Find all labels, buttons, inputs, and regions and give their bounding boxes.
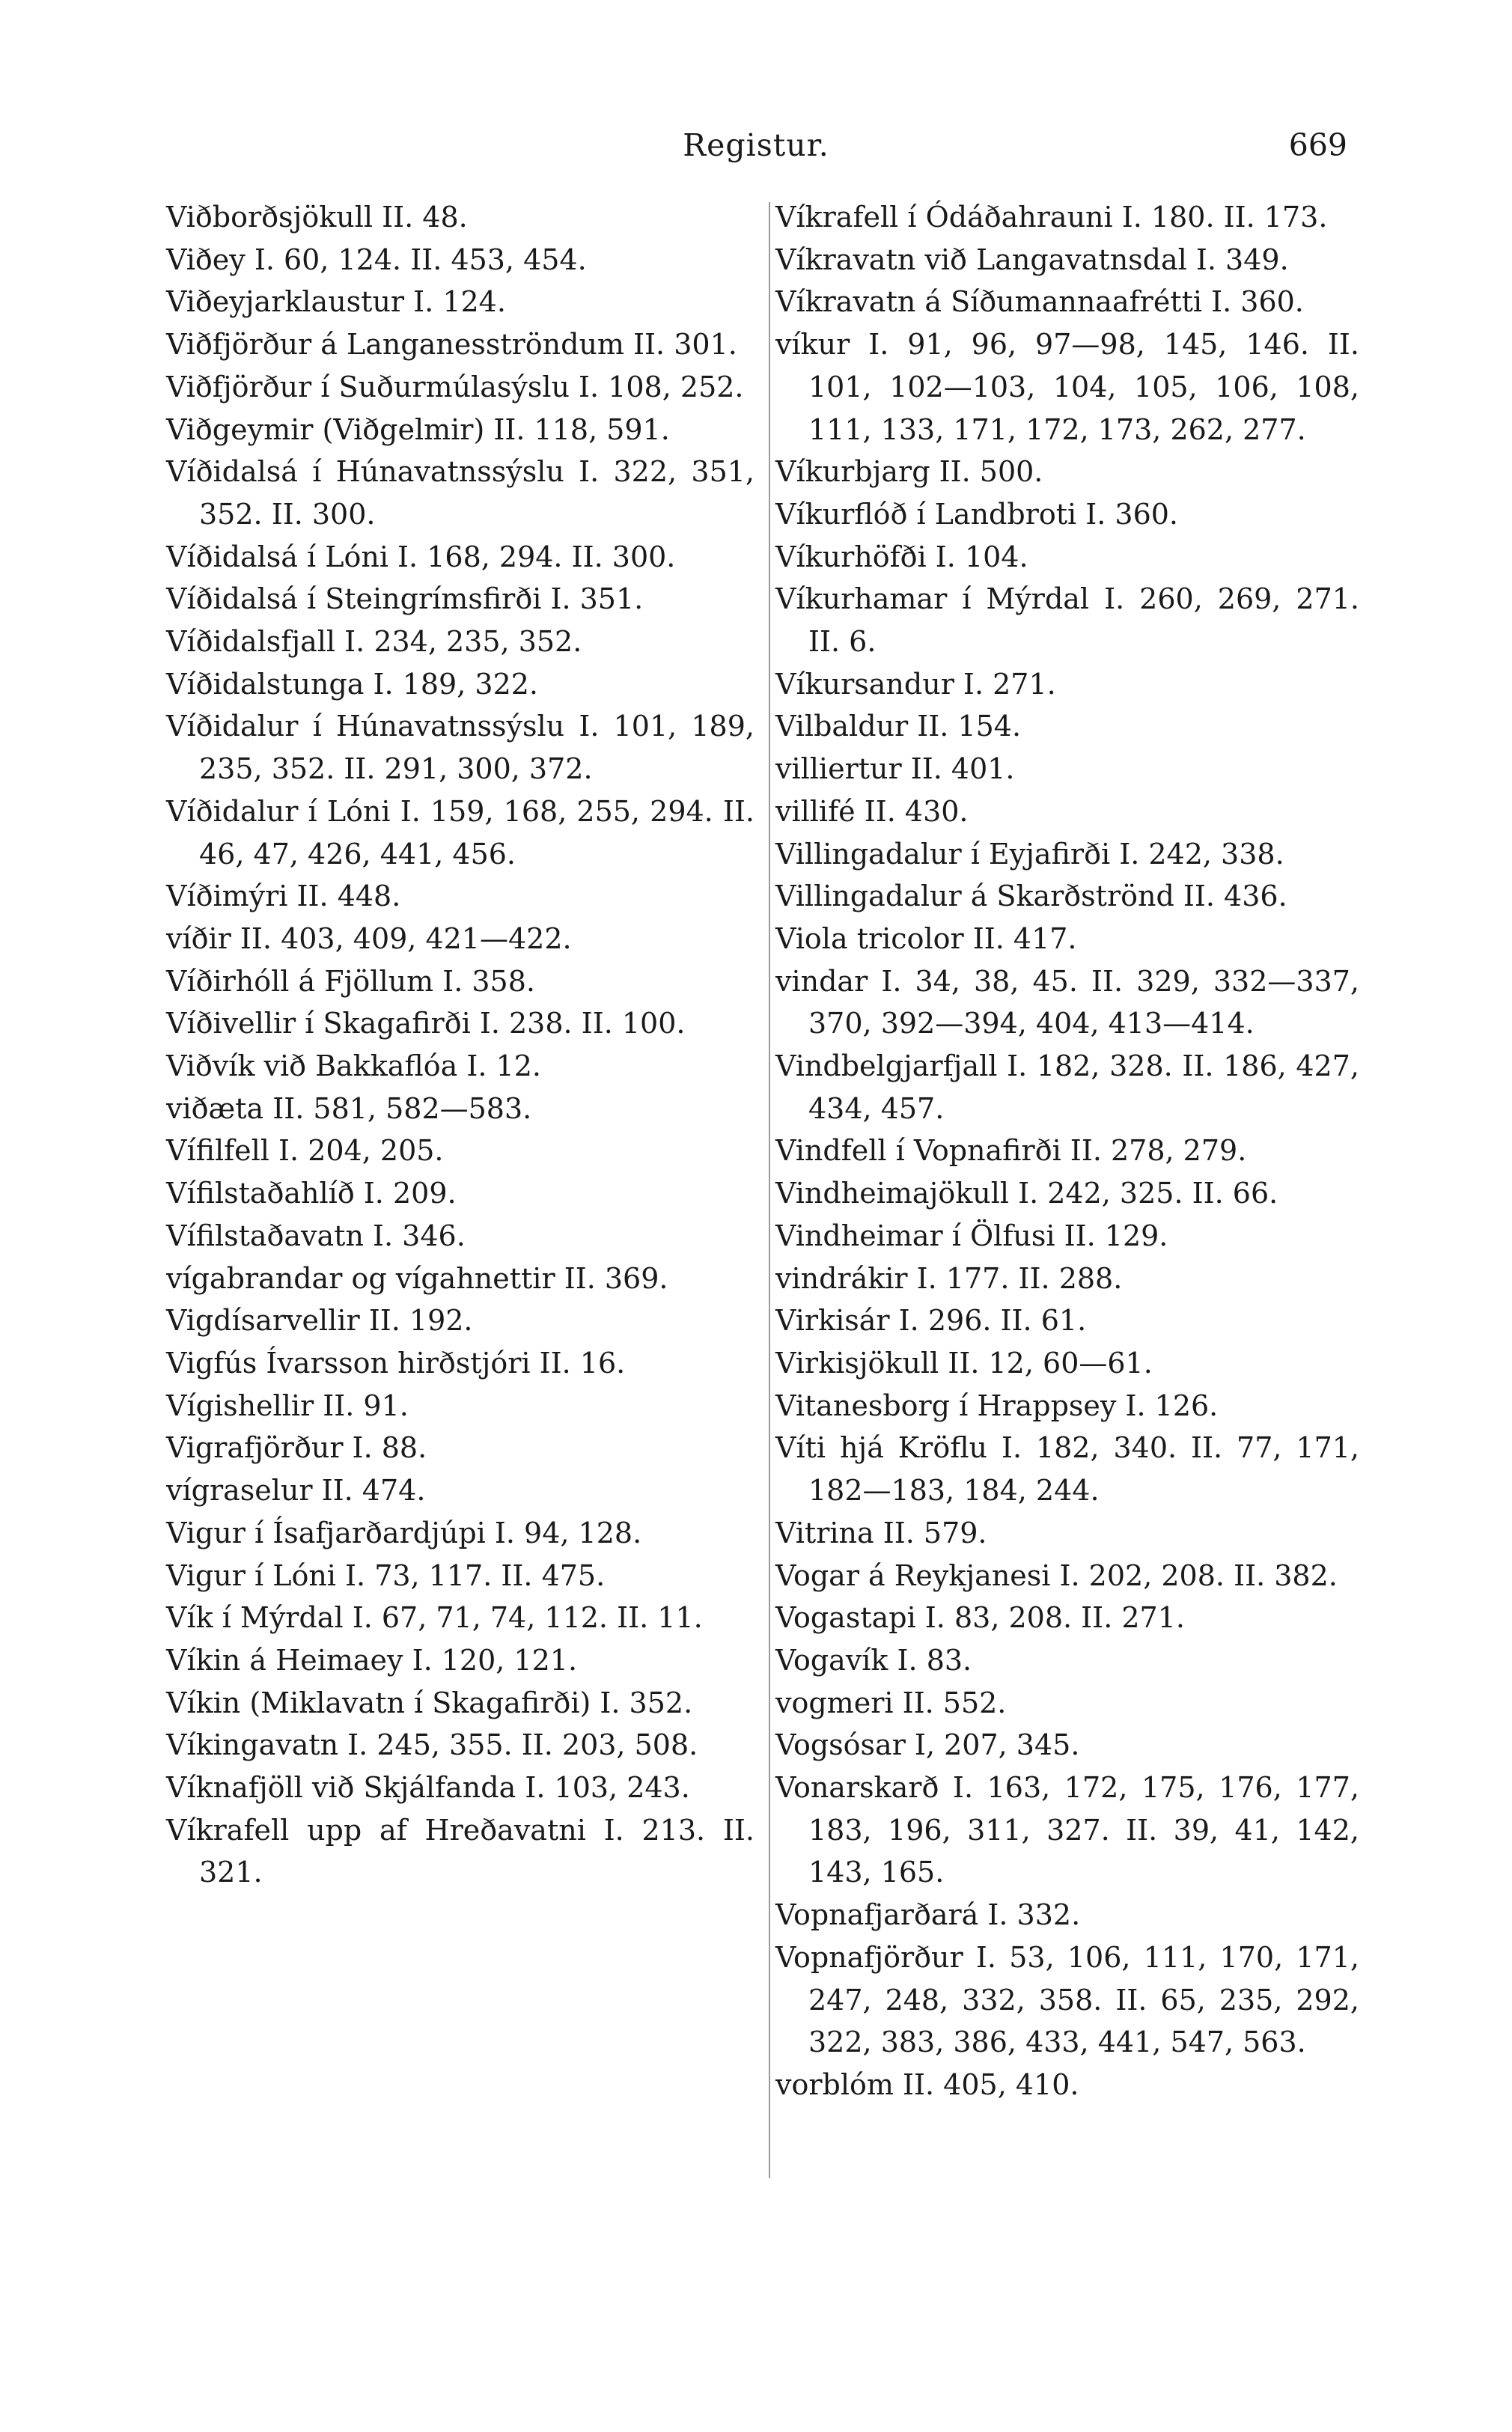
- index-entry: vígabrandar og vígahnettir II. 369.: [166, 1261, 668, 1295]
- index-entry: Vigur í Ísafjarðardjúpi I. 94, 128.: [166, 1516, 642, 1549]
- index-entry: Víkravatn á Síðumannaafrétti I. 360.: [775, 285, 1304, 319]
- index-entry: Villingadalur í Eyjafirði I. 242, 338.: [775, 837, 1284, 871]
- index-entry: Viðeyjarklaustur I. 124.: [166, 285, 506, 319]
- index-entry: Vífilstaðahlíð I. 209.: [166, 1177, 457, 1210]
- index-entry: Víknafjöll við Skjálfanda I. 103, 243.: [166, 1771, 690, 1805]
- index-entry: vogmeri II. 552.: [775, 1686, 1007, 1719]
- index-entry: Vonarskarð I. 163, 172, 175, 176, 177, 183, 196, 311, 327. II. 39, 41, 142, 143, 165.: [775, 1771, 1359, 1889]
- index-entry: Vilbaldur II. 154.: [775, 710, 1022, 743]
- index-entry: Víkravatn við Langavatnsdal I. 349.: [775, 243, 1289, 276]
- index-entry: Vindheimajökull I. 242, 325. II. 66.: [775, 1177, 1278, 1210]
- index-entry: villiertur II. 401.: [775, 752, 1015, 786]
- index-entry: Vík í Mýrdal I. 67, 71, 74, 112. II. 11.: [166, 1601, 703, 1635]
- index-entry: Víkingavatn I. 245, 355. II. 203, 508.: [166, 1728, 698, 1762]
- index-entry: Víðidalstunga I. 189, 322.: [166, 667, 539, 701]
- index-entry: Víðimýri II. 448.: [166, 880, 401, 913]
- index-entry: Viðgeymir (Viðgelmir) II. 118, 591.: [166, 412, 670, 446]
- index-entry: Vindheimar í Ölfusi II. 129.: [775, 1219, 1168, 1252]
- index-entry: Vindfell í Vopnafirði II. 278, 279.: [775, 1134, 1247, 1168]
- index-entry: víðir II. 403, 409, 421—422.: [166, 921, 572, 955]
- index-entry: Viðfjörður á Langanesströndum II. 301.: [166, 328, 737, 362]
- index-entry: Vigur í Lóni I. 73, 117. II. 475.: [166, 1558, 606, 1592]
- index-entry: Víkin (Miklavatn í Skagafirði) I. 352.: [166, 1686, 693, 1719]
- index-entry: Vigfús Ívarsson hirðstjóri II. 16.: [166, 1346, 626, 1380]
- index-entry: Víkin á Heimaey I. 120, 121.: [166, 1643, 578, 1677]
- index-entry: Vopnafjarðará I. 332.: [775, 1898, 1081, 1932]
- index-entry: vindrákir I. 177. II. 288.: [775, 1261, 1123, 1295]
- page-number: 669: [1288, 127, 1347, 163]
- index-entry: víkur I. 91, 96, 97—98, 145, 146. II. 101, 102—103, 104, 105, 106, 108, 111, 133, 171, 172, 173, 262, 277.: [775, 328, 1359, 446]
- index-entry: Víkurflóð í Landbroti I. 360.: [775, 497, 1179, 531]
- index-entry: Viðborðsjökull II. 48.: [166, 201, 468, 234]
- index-entry: Viðfjörður í Suðurmúlasýslu I. 108, 252.: [166, 370, 744, 403]
- index-entry: Víkurbjarg II. 500.: [775, 455, 1043, 489]
- index-entry: vígraselur II. 474.: [166, 1474, 426, 1508]
- index-entry: Villingadalur á Skarðströnd II. 436.: [775, 880, 1287, 913]
- index-entry: Viðey I. 60, 124. II. 453, 454.: [166, 243, 587, 276]
- index-entry: Víðivellir í Skagafirði I. 238. II. 100.: [166, 1007, 686, 1040]
- index-entry: Víkurhamar í Mýrdal I. 260, 269, 271. II. 6.: [775, 582, 1359, 659]
- index-entry: Vígishellir II. 91.: [166, 1389, 409, 1422]
- index-entry: Víkrafell í Ódáðahrauni I. 180. II. 173.: [775, 201, 1328, 234]
- index-entry: villifé II. 430.: [775, 794, 969, 828]
- index-column-left: [166, 196, 755, 1894]
- index-entry: Víðidalsá í Húnavatnssýslu I. 322, 351, 352. II. 300.: [166, 455, 755, 531]
- index-entry: viðæta II. 581, 582—583.: [166, 1091, 532, 1125]
- index-entry: Vífilfell I. 204, 205.: [166, 1134, 444, 1168]
- index-entry: Vífilstaðavatn I. 346.: [166, 1219, 466, 1252]
- column-divider: [769, 202, 770, 2178]
- index-entry: Víðidalur í Húnavatnssýslu I. 101, 189, 235, 352. II. 291, 300, 372.: [166, 710, 755, 786]
- page-header: [165, 127, 1347, 172]
- index-entry: Víðirhóll á Fjöllum I. 358.: [166, 964, 535, 998]
- index-entry: Vogastapi I. 83, 208. II. 271.: [775, 1601, 1185, 1635]
- index-entry: Vitanesborg í Hrappsey I. 126.: [775, 1389, 1219, 1422]
- index-column-right: [775, 196, 1359, 2106]
- index-entry: Vogar á Reykjanesi I. 202, 208. II. 382.: [775, 1558, 1338, 1592]
- index-entry: Vitrina II. 579.: [775, 1516, 987, 1549]
- index-entry: Vogsósar I, 207, 345.: [775, 1728, 1080, 1762]
- running-title: Registur.: [683, 127, 829, 163]
- index-entry: Virkisár I. 296. II. 61.: [775, 1304, 1087, 1338]
- index-entry: Víkrafell upp af Hreðavatni I. 213. II. 321.: [166, 1813, 755, 1889]
- index-entry: Vopnafjörður I. 53, 106, 111, 170, 171, 247, 248, 332, 358. II. 65, 235, 292, 322, 383, 386, 433, 441, 547, 563.: [775, 1940, 1359, 2059]
- index-entry: Víkursandur I. 271.: [775, 667, 1056, 701]
- index-entry: Vindbelgjarfjall I. 182, 328. II. 186, 427, 434, 457.: [775, 1049, 1359, 1125]
- index-entry: vorblóm II. 405, 410.: [775, 2067, 1079, 2101]
- index-entry: Vigrafjörður I. 88.: [166, 1431, 427, 1465]
- index-entry: Víðidalur í Lóni I. 159, 168, 255, 294. II. 46, 47, 426, 441, 456.: [166, 794, 755, 871]
- index-entry: Vigdísarvellir II. 192.: [166, 1304, 473, 1338]
- index-entry: Víkurhöfði I. 104.: [775, 540, 1028, 573]
- index-entry: vindar I. 34, 38, 45. II. 329, 332—337, 370, 392—394, 404, 413—414.: [775, 964, 1359, 1040]
- index-entry: Viola tricolor II. 417.: [775, 921, 1077, 955]
- index-entry: Víti hjá Kröflu I. 182, 340. II. 77, 171, 182—183, 184, 244.: [775, 1431, 1359, 1508]
- index-entry: Víðidalsfjall I. 234, 235, 352.: [166, 625, 582, 659]
- index-entry: Víðidalsá í Steingrímsfirði I. 351.: [166, 582, 644, 616]
- index-entry: Viðvík við Bakkaflóa I. 12.: [166, 1049, 541, 1083]
- index-entry: Vogavík I. 83.: [775, 1643, 972, 1677]
- index-entry: Víðidalsá í Lóni I. 168, 294. II. 300.: [166, 540, 676, 573]
- index-entry: Virkisjökull II. 12, 60—61.: [775, 1346, 1153, 1380]
